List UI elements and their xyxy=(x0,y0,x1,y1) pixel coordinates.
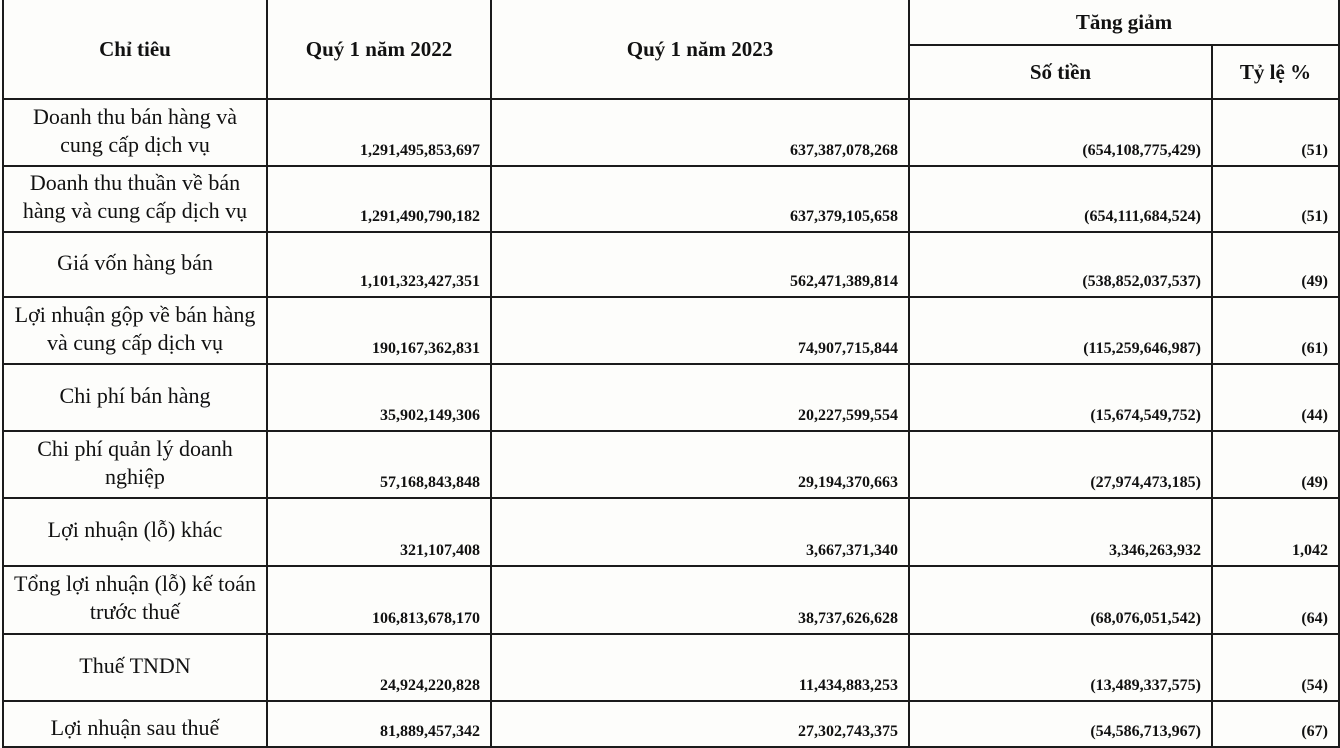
row-label: Doanh thu thuần về bán hàng và cung cấp dịch vụ xyxy=(3,166,267,232)
value-pct: (51) xyxy=(1212,99,1339,166)
value-q1-2023: 562,471,389,814 xyxy=(491,232,909,297)
value-change: (27,974,473,185) xyxy=(909,431,1212,498)
financial-comparison-table xyxy=(2,0,1340,748)
value-q1-2022: 1,291,490,790,182 xyxy=(267,166,491,232)
value-q1-2022: 57,168,843,848 xyxy=(267,431,491,498)
value-q1-2022: 106,813,678,170 xyxy=(267,566,491,634)
value-q1-2023: 3,667,371,340 xyxy=(491,498,909,566)
value-q1-2022: 35,902,149,306 xyxy=(267,364,491,431)
header-change-pct: Tỷ lệ % xyxy=(1212,45,1339,99)
table-row xyxy=(3,701,1339,747)
value-q1-2022: 190,167,362,831 xyxy=(267,297,491,364)
value-q1-2022: 321,107,408 xyxy=(267,498,491,566)
value-pct: (54) xyxy=(1212,634,1339,701)
table-row xyxy=(3,566,1339,634)
row-label: Tổng lợi nhuận (lỗ) kế toán trước thuế xyxy=(3,566,267,634)
table-row xyxy=(3,297,1339,364)
value-q1-2023: 637,387,078,268 xyxy=(491,99,909,166)
value-change: (54,586,713,967) xyxy=(909,701,1212,747)
row-label: Lợi nhuận (lỗ) khác xyxy=(3,498,267,566)
table-row xyxy=(3,431,1339,498)
value-change: (538,852,037,537) xyxy=(909,232,1212,297)
value-change: 3,346,263,932 xyxy=(909,498,1212,566)
table-row xyxy=(3,99,1339,166)
value-pct: (44) xyxy=(1212,364,1339,431)
value-q1-2023: 20,227,599,554 xyxy=(491,364,909,431)
row-label: Lợi nhuận gộp về bán hàng và cung cấp dịch vụ xyxy=(3,297,267,364)
value-q1-2023: 29,194,370,663 xyxy=(491,431,909,498)
header-change-amount: Số tiền xyxy=(909,45,1212,99)
value-q1-2022: 1,101,323,427,351 xyxy=(267,232,491,297)
value-change: (68,076,051,542) xyxy=(909,566,1212,634)
row-label: Lợi nhuận sau thuế xyxy=(3,701,267,747)
value-change: (115,259,646,987) xyxy=(909,297,1212,364)
table-row xyxy=(3,166,1339,232)
table-row xyxy=(3,364,1339,431)
value-q1-2023: 74,907,715,844 xyxy=(491,297,909,364)
value-change: (654,108,775,429) xyxy=(909,99,1212,166)
table-row xyxy=(3,634,1339,701)
value-pct: (64) xyxy=(1212,566,1339,634)
value-pct: (49) xyxy=(1212,232,1339,297)
table-row xyxy=(3,232,1339,297)
value-pct: (61) xyxy=(1212,297,1339,364)
value-change: (654,111,684,524) xyxy=(909,166,1212,232)
header-q1-2023: Quý 1 năm 2023 xyxy=(491,0,909,99)
value-q1-2022: 1,291,495,853,697 xyxy=(267,99,491,166)
value-pct: (67) xyxy=(1212,701,1339,747)
value-change: (13,489,337,575) xyxy=(909,634,1212,701)
value-pct: (51) xyxy=(1212,166,1339,232)
row-label: Chi phí bán hàng xyxy=(3,364,267,431)
row-label: Giá vốn hàng bán xyxy=(3,232,267,297)
header-change-group: Tăng giảm xyxy=(909,0,1339,45)
header-indicator: Chỉ tiêu xyxy=(3,0,267,99)
value-pct: 1,042 xyxy=(1212,498,1339,566)
value-q1-2023: 11,434,883,253 xyxy=(491,634,909,701)
table-row xyxy=(3,498,1339,566)
value-pct: (49) xyxy=(1212,431,1339,498)
value-q1-2022: 81,889,457,342 xyxy=(267,701,491,747)
value-q1-2022: 24,924,220,828 xyxy=(267,634,491,701)
row-label: Thuế TNDN xyxy=(3,634,267,701)
value-q1-2023: 27,302,743,375 xyxy=(491,701,909,747)
value-change: (15,674,549,752) xyxy=(909,364,1212,431)
header-q1-2022: Quý 1 năm 2022 xyxy=(267,0,491,99)
row-label: Doanh thu bán hàng và cung cấp dịch vụ xyxy=(3,99,267,166)
value-q1-2023: 637,379,105,658 xyxy=(491,166,909,232)
value-q1-2023: 38,737,626,628 xyxy=(491,566,909,634)
row-label: Chi phí quản lý doanh nghiệp xyxy=(3,431,267,498)
